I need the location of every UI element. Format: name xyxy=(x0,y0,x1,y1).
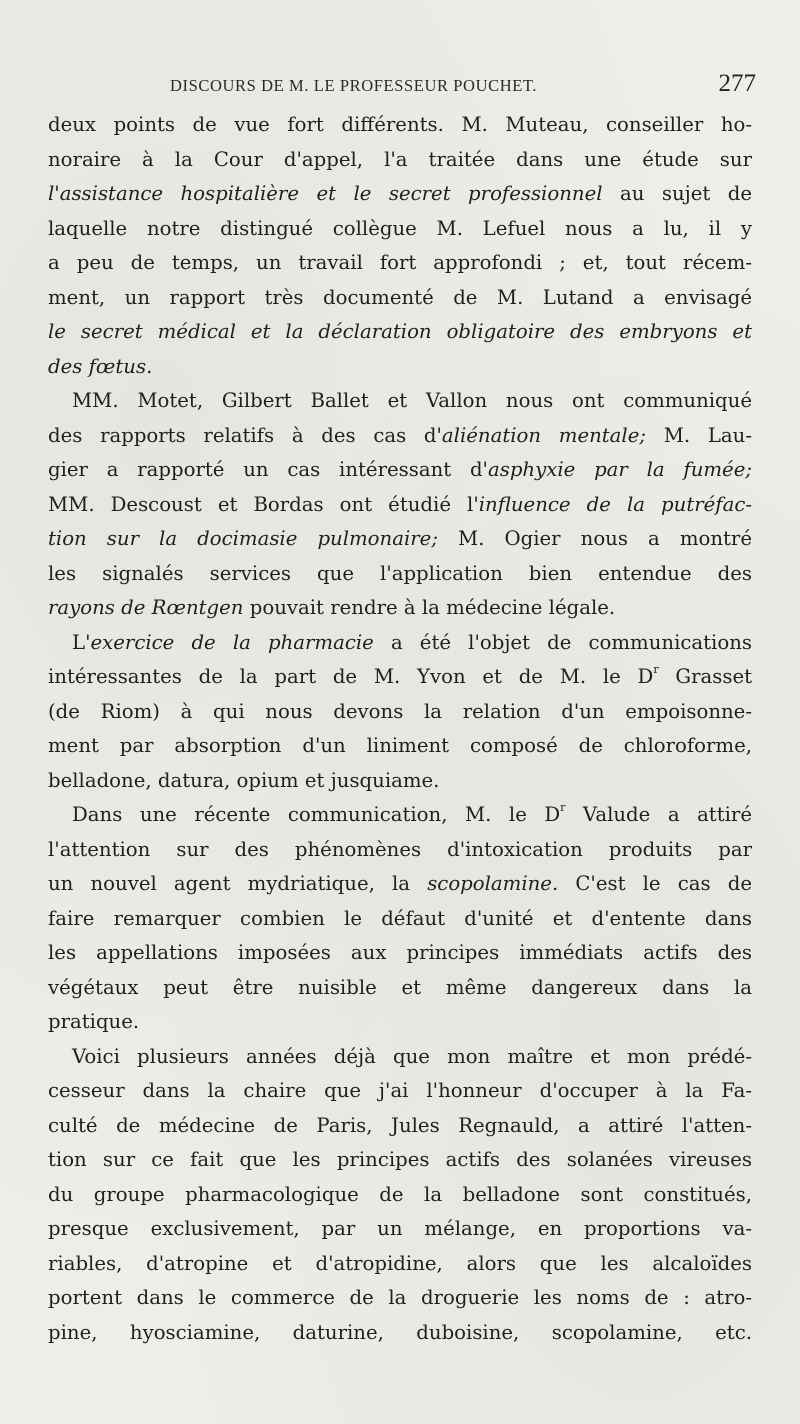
text-line xyxy=(48,557,752,592)
text-run: culté de médecine de Paris, Jules Regnauld, a attiré l'atten- xyxy=(48,1113,752,1137)
text-run: Grasset xyxy=(658,665,752,688)
text-run: un nouvel agent mydriatique, la xyxy=(48,872,428,895)
text-run: laquelle notre distingué collègue M. Lefuel nous a lu, il y xyxy=(48,216,752,240)
text-line xyxy=(48,1143,752,1178)
italic-text: des fœtus. xyxy=(48,354,153,378)
italic-text: influence de la putréfac- xyxy=(478,492,752,516)
text-run: les appellations imposées aux principes immédiats actifs des xyxy=(48,941,752,964)
text-run: C'est le cas de xyxy=(558,872,752,895)
text-run: végétaux peut être nuisible et même dangereux dans la xyxy=(48,975,752,999)
text-line xyxy=(48,1178,752,1213)
text-line xyxy=(48,867,752,902)
text-run: pratique. xyxy=(48,1010,140,1033)
text-run: presque exclusivement, par un mélange, en proportions va- xyxy=(48,1217,752,1240)
text-line xyxy=(48,764,752,799)
text-run: gier a rapporté un cas intéressant d' xyxy=(48,458,488,481)
text-run: tion sur ce fait que les principes actifs des solanées vireuses xyxy=(48,1148,752,1171)
page-number: 277 xyxy=(718,70,756,97)
text-line xyxy=(48,350,752,385)
text-line xyxy=(48,695,752,730)
text-run: Voici plusieurs années déjà que mon maître et mon prédé- xyxy=(72,1044,752,1068)
italic-text: le secret médical et la déclaration obligatoire des embryons et xyxy=(48,320,752,343)
text-line xyxy=(48,1005,752,1040)
text-run: cesseur dans la chaire que j'ai l'honneur d'occuper à la Fa- xyxy=(48,1079,752,1102)
text-line xyxy=(48,1281,752,1316)
running-head: DISCOURS DE M. LE PROFESSEUR POUCHET. xyxy=(170,76,538,95)
text-run: Valude a attiré xyxy=(565,803,752,826)
superscript: r xyxy=(560,801,566,814)
text-line xyxy=(48,660,752,695)
text-run: du groupe pharmacologique de la belladone sont constitués, xyxy=(48,1182,752,1206)
text-run: L' xyxy=(72,630,91,654)
text-run: M. Ogier nous a montré xyxy=(437,527,752,550)
page-header xyxy=(48,70,756,102)
superscript: r xyxy=(653,663,659,676)
text-run: intéressantes de la part de M. Yvon et de M. le D xyxy=(48,665,654,688)
text-line xyxy=(48,936,752,971)
text-line xyxy=(48,1074,752,1109)
text-run: MM. Descoust et Bordas ont étudié l' xyxy=(48,492,479,516)
text-run: pouvait rendre à la médecine légale. xyxy=(243,596,616,619)
text-line xyxy=(48,315,752,350)
text-run: faire remarquer combien le défaut d'unité et d'entente dans xyxy=(48,906,752,930)
text-line xyxy=(48,729,752,764)
text-line xyxy=(48,591,752,626)
italic-text: rayons de Rœntgen xyxy=(48,596,244,619)
text-line xyxy=(48,902,752,937)
text-line xyxy=(48,246,752,281)
text-line xyxy=(48,522,752,557)
italic-text: aliénation mentale; xyxy=(441,423,646,447)
text-line xyxy=(48,626,752,661)
text-line xyxy=(48,108,752,143)
text-line xyxy=(48,384,752,419)
text-line xyxy=(48,1040,752,1075)
text-run: riables, d'atropine et d'atropidine, alors que les alcaloïdes xyxy=(48,1251,752,1275)
text-line xyxy=(48,488,752,523)
body-text xyxy=(48,108,752,1350)
text-line xyxy=(48,971,752,1006)
text-run: deux points de vue fort différents. M. Muteau, conseiller ho- xyxy=(48,113,752,136)
text-line xyxy=(48,833,752,868)
text-run: MM. Motet, Gilbert Ballet et Vallon nous ont communiqué xyxy=(72,389,752,412)
italic-text: scopolamine. xyxy=(427,872,559,895)
text-line xyxy=(48,177,752,212)
text-run: noraire à la Cour d'appel, l'a traitée dans une étude sur xyxy=(48,147,752,171)
text-line xyxy=(48,419,752,454)
text-run: les signalés services que l'application bien entendue des xyxy=(48,561,752,585)
text-run: pine, hyosciamine, daturine, duboisine, scopolamine, etc. xyxy=(48,1320,752,1344)
text-run: ment par absorption d'un liniment composé de chloroforme, xyxy=(48,734,752,757)
text-run: a peu de temps, un travail fort approfondi ; et, tout récem- xyxy=(48,251,752,274)
text-line xyxy=(48,453,752,488)
text-run: (de Riom) à qui nous devons la relation d'un empoisonne- xyxy=(48,699,752,723)
text-run: l'attention sur des phénomènes d'intoxication produits par xyxy=(48,837,752,861)
italic-text: exercice de la pharmacie xyxy=(90,630,374,654)
italic-text: l'assistance hospitalière et le secret professionnel xyxy=(48,182,603,205)
text-run: ment, un rapport très documenté de M. Lutand a envisagé xyxy=(48,285,752,309)
italic-text: tion sur la docimasie pulmonaire; xyxy=(48,527,438,550)
text-run: M. Lau- xyxy=(646,423,752,447)
text-run: portent dans le commerce de la droguerie les noms de : atro- xyxy=(48,1286,752,1309)
text-line xyxy=(48,1316,752,1351)
text-line xyxy=(48,1247,752,1282)
text-line xyxy=(48,212,752,247)
text-run: belladone, datura, opium et jusquiame. xyxy=(48,768,440,792)
text-line xyxy=(48,1109,752,1144)
text-line xyxy=(48,1212,752,1247)
text-line xyxy=(48,798,752,833)
text-line xyxy=(48,143,752,178)
text-line xyxy=(48,281,752,316)
text-run: au sujet de xyxy=(602,182,752,205)
italic-text: asphyxie par la fumée; xyxy=(487,458,752,481)
text-run: Dans une récente communication, M. le D xyxy=(72,803,561,826)
text-run: des rapports relatifs à des cas d' xyxy=(48,423,442,447)
text-run: a été l'objet de communications xyxy=(373,630,752,654)
